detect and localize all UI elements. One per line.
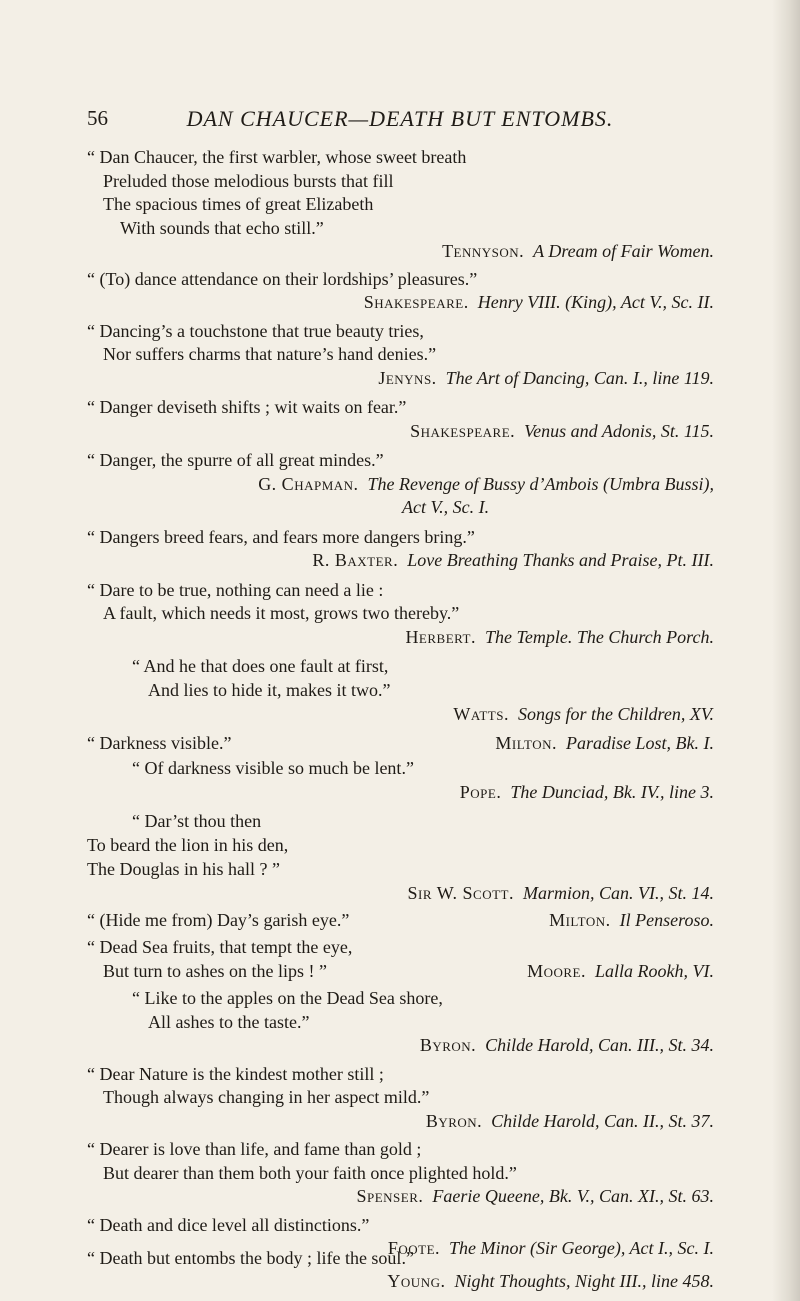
quote-line: “ Like to the apples on the Dead Sea shore, xyxy=(132,988,443,1008)
quote-line: “ Dearer is love than life, and fame than gold ; xyxy=(87,1139,422,1159)
author-name: Shakespeare. xyxy=(410,421,516,441)
work-title: Faerie Queene, Bk. V., Can. XI., St. 63. xyxy=(432,1186,714,1206)
quote-line: With sounds that echo still.” xyxy=(120,218,324,238)
work-title: The Minor (Sir George), Act I., Sc. I. xyxy=(449,1238,714,1258)
attribution xyxy=(453,703,714,725)
attribution xyxy=(378,367,714,389)
quote-line: “ Death and dice level all distinctions.” xyxy=(87,1215,370,1235)
quote-line: To beard the lion in his den, xyxy=(87,835,289,855)
author-name: Watts. xyxy=(453,704,509,724)
quote-line: “ Dangers breed fears, and fears more dangers bring.” xyxy=(87,527,475,547)
attribution xyxy=(356,1185,714,1207)
work-title: Childe Harold, Can. II., St. 37. xyxy=(491,1111,714,1131)
quote-line: “ Dear Nature is the kindest mother still ; xyxy=(87,1064,384,1084)
author-name: Byron. xyxy=(419,1035,477,1055)
attribution xyxy=(405,626,714,648)
quote-line: “ Danger deviseth shifts ; wit waits on fear.” xyxy=(87,397,407,417)
author-name: Shakespeare. xyxy=(363,292,469,312)
quote-line: “ Darkness visible.” xyxy=(87,733,232,753)
attribution xyxy=(312,549,714,571)
author-name: Milton. xyxy=(495,733,557,753)
attribution xyxy=(460,781,714,803)
attribution xyxy=(388,1237,714,1259)
quote-line: But turn to ashes on the lips ! ” xyxy=(103,961,327,981)
attribution xyxy=(410,420,714,442)
quote-line: A fault, which needs it most, grows two thereby.” xyxy=(103,603,460,623)
quote-line: “ (To) dance attendance on their lordships’ pleasures.” xyxy=(87,269,478,289)
work-title: Marmion, Can. VI., St. 14. xyxy=(523,883,714,903)
work-title: Venus and Adonis, St. 115. xyxy=(524,421,714,441)
author-name: Sir W. Scott. xyxy=(407,883,514,903)
work-title-continued: Act V., Sc. I. xyxy=(402,497,490,517)
quote-line: Though always changing in her aspect mild.” xyxy=(103,1087,430,1107)
attribution xyxy=(527,960,714,982)
quote-line: The Douglas in his hall ? ” xyxy=(87,859,280,879)
author-name: Tennyson. xyxy=(442,241,525,261)
quote-line: “ Dead Sea fruits, that tempt the eye, xyxy=(87,937,353,957)
attribution xyxy=(495,732,714,754)
author-name: Young. xyxy=(387,1271,446,1291)
work-title: Henry VIII. (King), Act V., Sc. II. xyxy=(477,292,714,312)
quote-line: Preluded those melodious bursts that fill xyxy=(103,171,394,191)
quote-line: “ Of darkness visible so much be lent.” xyxy=(132,758,414,778)
quote-line: “ Dar’st thou then xyxy=(132,811,262,831)
work-title: The Revenge of Bussy d’Ambois (Umbra Bussi), xyxy=(367,474,714,494)
author-name: Herbert. xyxy=(405,627,476,647)
work-title: Childe Harold, Can. III., St. 34. xyxy=(485,1035,714,1055)
work-title: Il Penseroso. xyxy=(619,910,714,930)
work-title: The Temple. The Church Porch. xyxy=(485,627,714,647)
quote-line: “ Death but entombs the body ; life the soul.” xyxy=(87,1248,414,1268)
quote-line: “ Dare to be true, nothing can need a lie : xyxy=(87,580,384,600)
author-name: Spenser. xyxy=(356,1186,424,1206)
attribution xyxy=(258,473,714,495)
author-name: Pope. xyxy=(459,782,502,802)
work-title: The Dunciad, Bk. IV., line 3. xyxy=(510,782,714,802)
work-title: The Art of Dancing, Can. I., line 119. xyxy=(445,368,714,388)
attribution xyxy=(408,882,714,904)
author-name: Byron. xyxy=(425,1111,483,1131)
work-title: Love Breathing Thanks and Praise, Pt. III. xyxy=(407,550,714,570)
quote-line: “ Danger, the spurre of all great mindes.” xyxy=(87,450,384,470)
work-title: A Dream of Fair Women. xyxy=(533,241,714,261)
work-title: Lalla Rookh, VI. xyxy=(595,961,714,981)
attribution xyxy=(364,291,714,313)
quote-line: All ashes to the taste.” xyxy=(148,1012,310,1032)
author-name: Milton. xyxy=(549,910,611,930)
quote-line: And lies to hide it, makes it two.” xyxy=(148,680,391,700)
quote-line: Nor suffers charms that nature’s hand denies.” xyxy=(103,344,437,364)
quote-line: “ And he that does one fault at first, xyxy=(132,656,389,676)
attribution xyxy=(426,1110,714,1132)
quote-line: “ (Hide me from) Day’s garish eye.” xyxy=(87,910,350,930)
author-name: Moore. xyxy=(527,961,586,981)
running-title: DAN CHAUCER—DEATH BUT ENTOMBS. xyxy=(186,106,614,131)
author-name: R. Baxter. xyxy=(312,550,399,570)
page-edge-shadow xyxy=(772,0,800,1301)
work-title: Night Thoughts, Night III., line 458. xyxy=(454,1271,714,1291)
work-title: Songs for the Children, XV. xyxy=(517,704,714,724)
page-header xyxy=(0,106,800,136)
quote-line: “ Dan Chaucer, the first warbler, whose sweet breath xyxy=(87,147,467,167)
author-name: Foote. xyxy=(387,1238,441,1258)
quote-line: “ Dancing’s a touchstone that true beauty tries, xyxy=(87,321,424,341)
work-title: Paradise Lost, Bk. I. xyxy=(566,733,714,753)
page-number: 56 xyxy=(87,106,108,130)
author-name: G. Chapman. xyxy=(258,474,359,494)
quote-line: But dearer than them both your faith once plighted hold.” xyxy=(103,1163,517,1183)
quote-line: The spacious times of great Elizabeth xyxy=(103,194,374,214)
attribution xyxy=(420,1034,714,1056)
attribution xyxy=(387,1270,714,1292)
attribution xyxy=(549,909,714,931)
attribution xyxy=(442,240,714,262)
author-name: Jenyns. xyxy=(378,368,437,388)
